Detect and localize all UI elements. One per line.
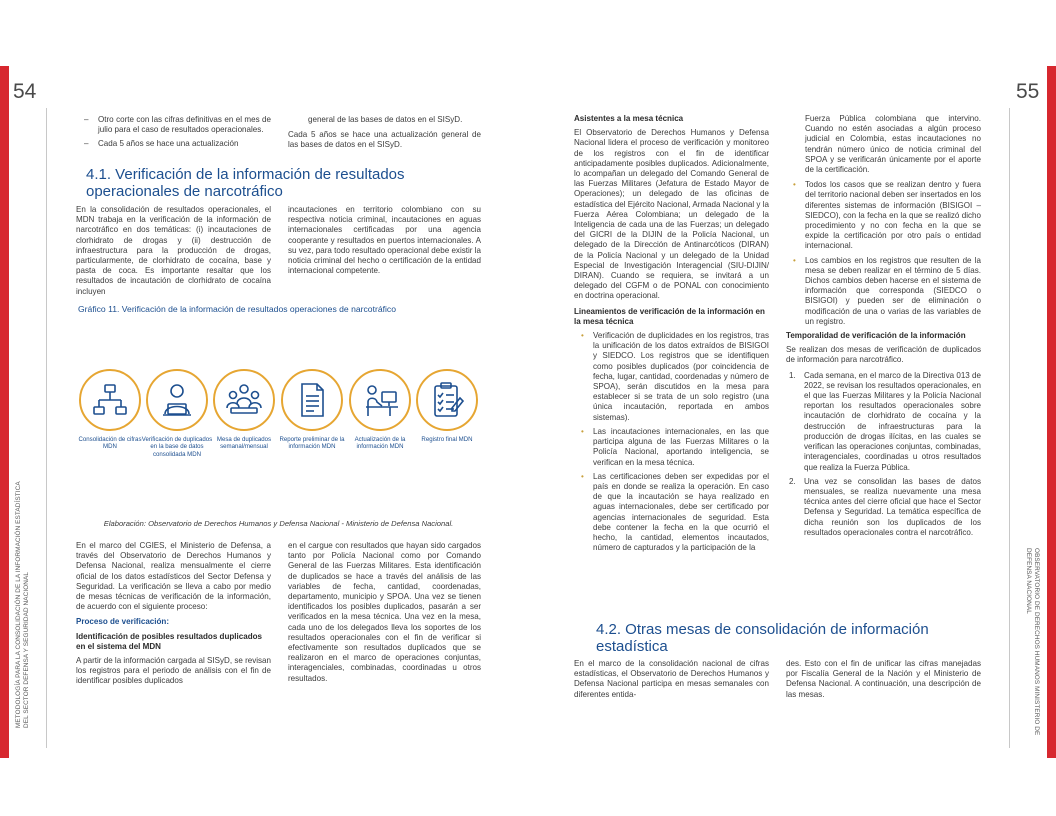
list-text: Una vez se consolidan las bases de datos mensuales, se realiza nuevamente una mesa técnica antes del cierre oficial que hace el Sector Defensa y Seguridad. La temática específica de dicha reunión son los duplicados de los resultados operacionales contra el narcotráfico. (804, 476, 981, 537)
identification-heading: Identificación de posibles resultados duplicados en el sistema del MDN (76, 631, 263, 651)
desk-update-icon (349, 369, 411, 431)
left-edge-bar (0, 66, 9, 758)
list-item: • Verificación de duplicidades en los registros, tras la unificación de los datos extraídos de BISIGOI y SIEDCO. Los registros que se identifiquen como posibles duplicados (por coincidencia de fecha, lugar, cantidad, coordenadas y número de SPOA), serán discutidos en la mesa para establecer si se trata de un solo registro (una única incautación, reportada en ambos sistemas). (574, 331, 769, 423)
list-number: 2. (789, 476, 796, 486)
right-col-a (574, 114, 769, 557)
lineamientos-heading: Lineamientos de verificación de la información en la mesa técnica (574, 306, 765, 326)
paragraph: Fuerza Pública colombiana que intervino. Cuando no estén asociadas a algún proceso judicial en Colombia, estas incautaciones no tendrán número único de noticia criminal del SPOA y se verificarán únicamente por el aporte de la certificación. (805, 114, 981, 175)
list-item: • Las incautaciones internacionales, en las que participa alguna de las Fuerzas Militares o la Policía Nacional, aportando inteligencia, se verifican en la mesa técnica. (574, 427, 769, 468)
analyst-laptop-icon (146, 369, 208, 431)
consolidation-icon (79, 369, 141, 431)
proceso-heading: Proceso de verificación: (76, 617, 170, 627)
list-item (786, 371, 981, 473)
paragraph: incautaciones en territorio colombiano con su respectiva noticia criminal, incautaciones en aguas internacionales certificadas por una agencia cooperante y resultados en puertos internacionales. A su vez, para todo resultado operacional debe existir la noticia criminal del hecho o certificación de la entidad internacional competente. (288, 205, 481, 276)
left-top-right-column (288, 115, 481, 156)
paragraph: En el marco de la consolidación nacional de cifras estadísticas, el Observatorio de Derechos Humanos y Defensa Nacional participa en mesas semanales con diferentes entida- (574, 659, 769, 699)
left-intro-col-b (288, 205, 481, 281)
figure-elaboration-note: Elaboración: Observatorio de Derechos Humanos y Defensa Nacional - Ministerio de Defensa Nacional. (103, 519, 454, 528)
left-body-col-a (76, 541, 271, 692)
paragraph: En el marco del CGIES, el Ministerio de Defensa, a través del Observatorio de Derechos Humanos y Defensa Nacional, realiza mensualmente el cierre oficial de los datos estadísticos del Sector Defensa y Seguridad. La verificación se lleva a cabo por medio de mesas técnicas de verificación de la información, de acuerdo con el siguiente proceso: (76, 541, 271, 612)
left-intro-col-a (76, 205, 271, 302)
right-bottom-col-b (786, 659, 981, 705)
right-page-number: 55 (1016, 80, 1040, 103)
left-spine-text: METODOLOGÍA PARA LA CONSOLIDACIÓN DE LA INFORMACIÓN ESTADÍSTICA DEL SECTOR DEFENSA Y SEGURIDAD NACIONAL (15, 481, 30, 728)
section-title-4-1: 4.1. Verificación de la información de resultados operacionales de narcotráfico (86, 166, 405, 200)
list-item (786, 477, 981, 538)
paragraph: des. Esto con el fin de unificar las cifras manejadas por Fiscalía General de la Nación y el Ministerio de Defensa Nacional. A continuación, una descripción de las mesas. (786, 659, 981, 699)
list-item: • Los cambios en los registros que resulten de la mesa se deben realizar en el término de 5 días. Dichos cambios deben hacerse en el sistema de información que corresponda (SIEDCO o BISIGOI) y pueden ser de eliminación o modificación de una o varias de las variables de un registro. (786, 256, 981, 327)
paragraph: En la consolidación de resultados operacionales, el MDN trabaja en la verificación de la información de narcotráfico en dos temáticas: (i) incautaciones de clorhidrato de drogas y (ii) destrucción de infraestructura para la producción de drogas, particularmente, de clorhidrato de cocaína, base y pasta de coca. Es importante resaltar que los resultados de incautación de clorhidrato de cocaína incluyen (76, 205, 271, 296)
paragraph: general de las bases de datos en el SISyD. (308, 115, 463, 124)
figure-caption: Gráfico 11. Verificación de la información de resultados operaciones de narcotráfico (78, 304, 396, 314)
right-col-b (786, 114, 981, 542)
list-number: 1. (789, 370, 796, 380)
checklist-icon (416, 369, 478, 431)
temporalidad-heading: Temporalidad de verificación de la información (786, 331, 966, 341)
right-spine-text: OBSERVATORIO DE DERECHOS HUMANOS MINISTERIO DE DEFENSA NACIONAL (1025, 548, 1040, 736)
icon-label: Consolidación de cifras MDN (78, 436, 142, 451)
icon-label: Actualización de la información MDN (354, 436, 406, 451)
left-body-col-b (288, 541, 481, 689)
right-margin-rule (1009, 108, 1010, 748)
list-text: Cada semana, en el marco de la Directiva 013 de 2022, se revisan los resultados operacionales, en el que las Fuerzas Militares y la Policía Nacional reportan los resultados operacionales sobre incautación de clorhidrato de cocaína y la destrucción de infraestructuras para la producción de drogas ilícitas, en las cuales se verifican las operaciones conjuntas, combinadas, interagenciales, coordinadas u otros resultados que realiza la Fuerza Pública. (804, 370, 981, 472)
report-document-icon (281, 369, 343, 431)
list-item: – Otro corte con las cifras definitivas en el mes de julio para el caso de resultados operacionales. (76, 115, 271, 135)
left-margin-rule (46, 108, 47, 748)
list-item: • Todos los casos que se realizan dentro y fuera del territorio nacional deben ser insertados en los diferentes sistemas de información (BISIGOI – SIEDCO), con la fecha en la que se realizó dicho procedimiento y no con fecha en la que se expide la certificación por otro país o entidad internacional. (786, 180, 981, 251)
paragraph: Cada 5 años se hace una actualización general de las bases de datos en el SISyD. (288, 130, 481, 150)
paragraph: Se realizan dos mesas de verificación de duplicados de información para narcotráfico. (786, 345, 981, 365)
section-title-4-2: 4.2. Otras mesas de consolidación de información estadística (596, 621, 929, 655)
left-page-number: 54 (13, 80, 37, 103)
list-item: – Cada 5 años se hace una actualización (76, 139, 271, 149)
paragraph: A partir de la información cargada al SISyD, se revisan los registros para el periodo de análisis con el fin de identificar posibles duplicados (76, 656, 272, 686)
icon-label: Mesa de duplicados semanal/mensual (216, 436, 272, 451)
icon-label: Verificación de duplicados en la base de datos consolidada MDN (141, 436, 213, 458)
paragraph: El Observatorio de Derechos Humanos y Defensa Nacional lidera el proceso de verificación y monitoreo de los registros con el fin de identificar anticipadamente posibles duplicados. Adicionalmente, lo acompañan un delegado del Comando General de las Fuerzas Militares (Jefatura de Estado Mayor de Operaciones); un delegado de las oficinas de estadística del Ejército Nacional, Armada Nacional y la Fuerza Aérea Colombiana; un delegado de la Inteligencia de cada una de las Fuerzas; un delegado del GICRI de la DIJIN de la Policía Nacional, un delegado de la Dirección de Antinarcóticos (DIRAN) de la Policía Nacional y un delegado de la Unidad Especial de Investigación Interagencial (SIU-DIJIN/ DIRAN). Cuando se requiera, se invitará a un delegado del CGFM o de PONAL con conocimiento en doctrina operacional. (574, 128, 769, 301)
list-item: • Las certificaciones deben ser expedidas por el país en donde se realiza la operación. En caso de que la incautación se haya realizado en aguas internacionales, debe ser certificado por agencias internacionales de seguridad. Esta debe contener la fecha en la que ocurrió el hecho, la cantidad, elementos incautados, número de capturados y la participación de la (574, 472, 769, 554)
icon-label: Registro final MDN (421, 436, 473, 443)
right-edge-bar (1047, 66, 1056, 758)
asistentes-heading: Asistentes a la mesa técnica (574, 114, 684, 123)
left-top-list-column (76, 115, 271, 154)
right-bottom-col-a (574, 659, 769, 705)
paragraph: en el cargue con resultados que hayan sido cargados tanto por Policía Nacional como por Comando General de las Fuerzas Militares. Esta identificación de duplicados se hace a través del análisis de las variables de fecha, cantidad, coordenadas, departamento, municipio y SPOA. Una vez se tienen identificados los posibles duplicados, pasarán a ser verificados en la mesa técnica. Una vez en la mesa, cada uno de los delegados lleva los soportes de los resultados operacionales con el fin de verificar si efectivamente son resultados duplicados que se realizaron en el marco de operaciones conjuntas, interagenciales, combinadas, coordinadas u otros resultados. (288, 541, 481, 683)
meeting-group-icon (213, 369, 275, 431)
icon-label: Reporte preliminar de la información MDN (279, 436, 345, 451)
